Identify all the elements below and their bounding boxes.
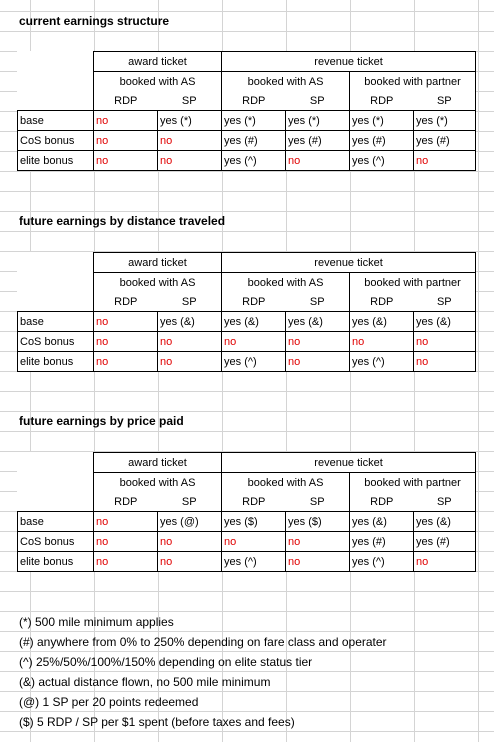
table-cell: yes (#) [286, 131, 350, 151]
table-cell: yes (#) [414, 532, 476, 552]
table-cell: yes (*) [158, 111, 222, 131]
header-row-booking [18, 72, 476, 92]
header-rdp: RDP [222, 492, 286, 512]
table-cell: yes (@) [158, 512, 222, 532]
table-row [18, 532, 476, 552]
table-row [18, 111, 476, 131]
header-revenue-booked-as: booked with AS [222, 473, 350, 493]
section-title-price: future earnings by price paid [19, 414, 184, 428]
header-row-booking [18, 273, 476, 293]
table-cell: yes ($) [222, 512, 286, 532]
header-revenue-ticket: revenue ticket [222, 453, 476, 473]
table-current [17, 51, 476, 171]
header-rdp: RDP [94, 91, 158, 111]
header-row-currency [18, 492, 476, 512]
table-cell: no [222, 532, 286, 552]
header-award-ticket: award ticket [94, 253, 222, 273]
table-cell: no [286, 352, 350, 372]
header-award-booked-as: booked with AS [94, 72, 222, 92]
header-revenue-booked-as: booked with AS [222, 72, 350, 92]
header-revenue-ticket: revenue ticket [222, 253, 476, 273]
header-rdp: RDP [350, 492, 414, 512]
table-cell: yes (&) [222, 312, 286, 332]
table-cell: yes (*) [414, 111, 476, 131]
header-rdp: RDP [350, 292, 414, 312]
table-cell: yes (*) [286, 111, 350, 131]
header-revenue-ticket: revenue ticket [222, 52, 476, 72]
header-revenue-booked-partner: booked with partner [350, 273, 476, 293]
row-label: CoS bonus [18, 332, 94, 352]
row-label: CoS bonus [18, 131, 94, 151]
row-label: elite bonus [18, 552, 94, 572]
table-cell: no [286, 151, 350, 171]
table-cell: yes (&) [350, 512, 414, 532]
row-label: base [18, 312, 94, 332]
table-cell: no [222, 332, 286, 352]
header-row-ticket-type [18, 253, 476, 273]
header-sp: SP [158, 492, 222, 512]
row-label: base [18, 512, 94, 532]
table-cell: no [414, 552, 476, 572]
row-label: elite bonus [18, 151, 94, 171]
header-rdp: RDP [222, 91, 286, 111]
header-sp: SP [414, 91, 476, 111]
row-label: base [18, 111, 94, 131]
row-label: elite bonus [18, 352, 94, 372]
table-cell: yes (^) [350, 552, 414, 572]
header-sp: SP [286, 492, 350, 512]
header-revenue-booked-partner: booked with partner [350, 72, 476, 92]
footnote: (*) 500 mile minimum applies [19, 615, 174, 629]
header-sp: SP [158, 292, 222, 312]
header-rdp: RDP [350, 91, 414, 111]
table-cell: yes (^) [222, 151, 286, 171]
header-rdp: RDP [94, 492, 158, 512]
row-label: CoS bonus [18, 532, 94, 552]
header-row-currency [18, 91, 476, 111]
table-cell: yes (^) [222, 552, 286, 572]
table-cell: no [414, 332, 476, 352]
table-price [17, 452, 476, 572]
table-cell: yes (^) [222, 352, 286, 372]
table-cell: yes (#) [414, 131, 476, 151]
header-revenue-booked-partner: booked with partner [350, 473, 476, 493]
table-cell: no [94, 512, 158, 532]
header-award-ticket: award ticket [94, 453, 222, 473]
header-revenue-booked-as: booked with AS [222, 273, 350, 293]
header-award-booked-as: booked with AS [94, 473, 222, 493]
table-cell: yes (&) [158, 312, 222, 332]
table-cell: yes (*) [222, 111, 286, 131]
section-title-current: current earnings structure [19, 14, 170, 28]
table-cell: no [286, 552, 350, 572]
header-sp: SP [286, 91, 350, 111]
header-sp: SP [286, 292, 350, 312]
table-cell: yes (&) [414, 512, 476, 532]
table-cell: no [158, 332, 222, 352]
table-cell: yes (*) [350, 111, 414, 131]
table-cell: no [350, 332, 414, 352]
header-sp: SP [414, 292, 476, 312]
header-rdp: RDP [222, 292, 286, 312]
table-cell: yes (^) [350, 352, 414, 372]
header-sp: SP [158, 91, 222, 111]
table-cell: yes (&) [286, 312, 350, 332]
footnote: (&) actual distance flown, no 500 mile minimum [19, 675, 271, 689]
table-cell: yes ($) [286, 512, 350, 532]
table-cell: no [94, 532, 158, 552]
table-cell: yes (#) [222, 131, 286, 151]
table-cell: no [158, 552, 222, 572]
footnote: ($) 5 RDP / SP per $1 spent (before taxes and fees) [19, 715, 295, 729]
table-cell: yes (#) [350, 532, 414, 552]
table-cell: no [158, 532, 222, 552]
footnote: (#) anywhere from 0% to 250% depending on fare class and operater [19, 635, 387, 649]
table-cell: no [94, 131, 158, 151]
table-cell: no [414, 151, 476, 171]
table-cell: no [94, 332, 158, 352]
table-cell: no [414, 352, 476, 372]
header-row-ticket-type [18, 52, 476, 72]
table-cell: no [94, 352, 158, 372]
table-cell: no [158, 352, 222, 372]
table-cell: yes (#) [350, 131, 414, 151]
table-cell: no [94, 312, 158, 332]
section-title-distance: future earnings by distance traveled [19, 214, 226, 228]
header-award-booked-as: booked with AS [94, 273, 222, 293]
table-distance [17, 252, 476, 372]
footnote: (^) 25%/50%/100%/150% depending on elite status tier [19, 655, 313, 669]
table-row [18, 552, 476, 572]
header-row-ticket-type [18, 453, 476, 473]
table-cell: yes (&) [414, 312, 476, 332]
header-row-currency [18, 292, 476, 312]
table-cell: no [158, 151, 222, 171]
table-cell: yes (^) [350, 151, 414, 171]
header-row-booking [18, 473, 476, 493]
footnotes [19, 612, 387, 732]
table-row [18, 352, 476, 372]
table-row [18, 312, 476, 332]
table-cell: no [94, 552, 158, 572]
table-cell: no [158, 131, 222, 151]
header-award-ticket: award ticket [94, 52, 222, 72]
table-row [18, 131, 476, 151]
table-cell: no [286, 332, 350, 352]
table-cell: no [286, 532, 350, 552]
table-cell: no [94, 151, 158, 171]
table-row [18, 512, 476, 532]
table-row [18, 151, 476, 171]
table-cell: yes (&) [350, 312, 414, 332]
table-cell: no [94, 111, 158, 131]
table-row [18, 332, 476, 352]
header-sp: SP [414, 492, 476, 512]
footnote: (@) 1 SP per 20 points redeemed [19, 695, 199, 709]
header-rdp: RDP [94, 292, 158, 312]
